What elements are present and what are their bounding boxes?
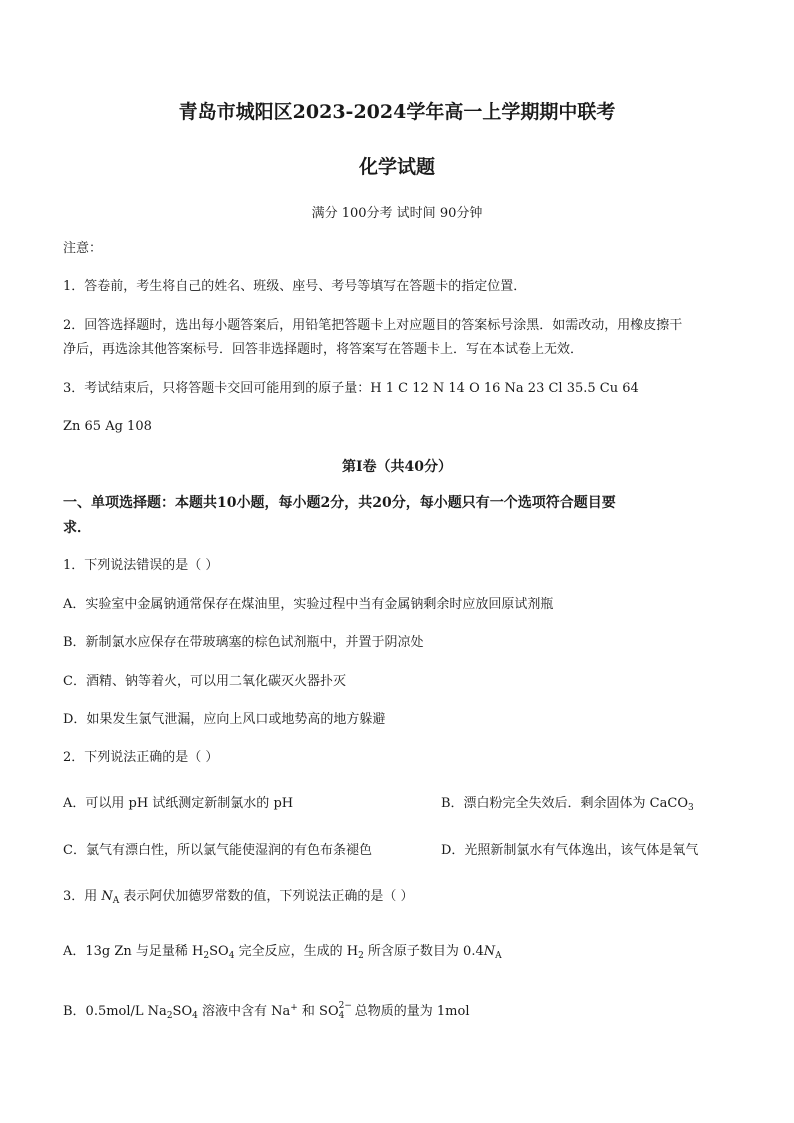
q1-option-a: A．实验室中金属钠通常保存在煤油里，实验过程中当有金属钠剩余时应放回原试剂瓶: [63, 597, 554, 612]
q3-option-a: A．13g Zn 与足量稀 $H_2SO_4$ 完全反应，生成的 $H_2$ 所含原子数目为 $0.4N_A$: [63, 944, 502, 961]
note-1: 1．答卷前，考生将自己的姓名、班级、座号、考号等填写在答题卡的指定位置．: [63, 279, 527, 294]
note-2-line2: 净后，再选涂其他答案标号．回答非选择题时，将答案写在答题卡上．写在本试卷上无效．: [63, 342, 584, 357]
q2-option-c: C．氯气有漂白性，所以氯气能使湿润的有色布条褪色: [63, 843, 372, 858]
note-3-line2: Zn 65 Ag 108: [63, 419, 152, 434]
exam-subtitle: 化学试题: [358, 156, 435, 178]
q1-option-c: C．酒精、钠等着火，可以用二氧化碳灭火器扑灭: [63, 674, 346, 689]
q2-option-d: D．光照新制氯水有气体逸出，该气体是氧气: [441, 843, 699, 858]
q1-option-b: B．新制氯水应保存在带玻璃塞的棕色试剂瓶中，并置于阴凉处: [63, 635, 424, 650]
part1-heading-line1: 一、单项选择题：本题共10小题，每小题2分，共20分，每小题只有一个选项符合题目要: [63, 495, 616, 511]
note-2-line1: 2．回答选择题时，选出每小题答案后，用铅笔把答题卡上对应题目的答案标号涂黑．如需改动，用橡皮擦干: [63, 318, 683, 333]
volume-heading: 第Ⅰ卷（共40分）: [341, 459, 453, 475]
notes-heading: 注意：: [63, 241, 103, 256]
q3-stem: 3．用 $N_A$ 表示阿伏加德罗常数的值，下列说法正确的是（ ）: [63, 889, 414, 906]
q2-option-a: A．可以用 pH 试纸测定新制氯水的 pH: [63, 796, 294, 811]
note-3-line1: 3．考试结束后，只将答题卡交回可能用到的原子量：H 1 C 12 N 14 O 16 Na 23 Cl 35.5 Cu 64: [63, 381, 639, 396]
q1-stem: 1．下列说法错误的是（ ）: [63, 558, 219, 573]
q3-option-b: B．0.5mol/L $Na_2SO_4$ 溶液中含有 Na+ 和 SO 2− 4 总物质的量为 1mol: [63, 1001, 470, 1021]
q2-stem: 2．下列说法正确的是（ ）: [63, 750, 219, 765]
q1-option-d: D．如果发生氯气泄漏，应向上风口或地势高的地方躲避: [63, 712, 386, 727]
part1-heading-line2: 求．: [63, 520, 91, 536]
q2-option-b: B．漂白粉完全失效后．剩余固体为 CaCO$_3$: [441, 796, 694, 813]
exam-info: 满分 100分考 试时间 90分钟: [311, 206, 483, 221]
exam-title: 青岛市城阳区2023-2024学年高一上学期期中联考: [178, 101, 616, 123]
